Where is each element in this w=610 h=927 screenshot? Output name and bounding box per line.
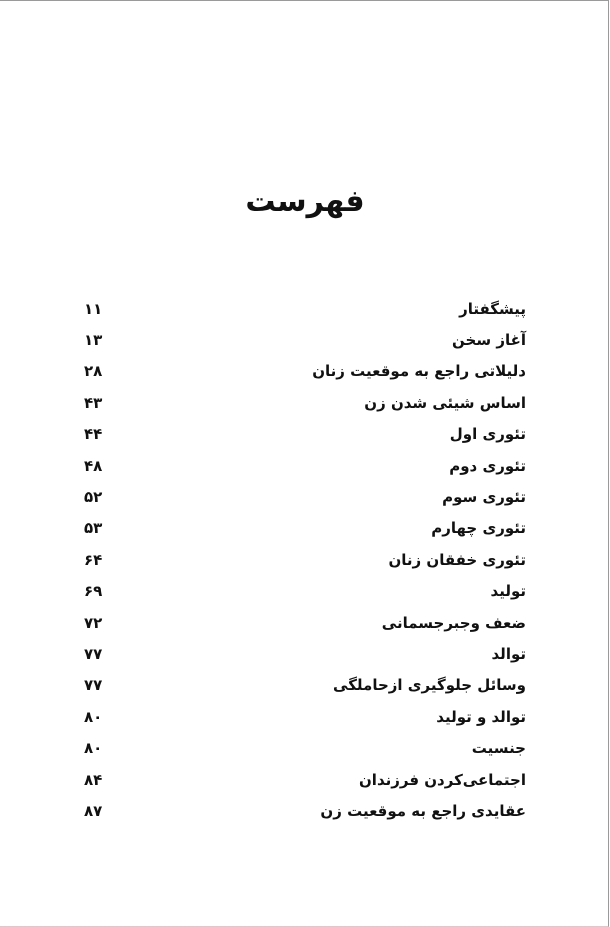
toc-entry-page: ۵۲ xyxy=(84,488,103,507)
toc-entry-page: ۲۸ xyxy=(84,362,103,381)
toc-entry xyxy=(80,450,526,481)
toc-entry-page: ۱۱ xyxy=(84,299,103,318)
toc-entry-title: تئوری دوم xyxy=(449,456,526,475)
toc-entry xyxy=(80,356,526,387)
toc-entry xyxy=(80,638,526,669)
toc-entry-title: عقایدی راجع به موقعیت زن xyxy=(320,801,526,820)
toc-entry-title: آغاز سخن xyxy=(452,331,526,350)
toc-entry-page: ۱۳ xyxy=(84,331,103,350)
toc-entry xyxy=(80,293,526,324)
toc-entry-page: ۷۷ xyxy=(84,644,103,663)
toc-entry-page: ۶۴ xyxy=(84,550,103,569)
toc-entry xyxy=(80,576,526,607)
toc-entry-title: دلیلاتی راجع به موقعیت زنان xyxy=(312,362,526,381)
toc-entry-page: ۵۳ xyxy=(84,519,103,538)
toc-entry-page: ۸۷ xyxy=(84,801,103,820)
toc-entry-title: تئوری خفقان زنان xyxy=(388,550,526,569)
toc-entry xyxy=(80,732,526,763)
toc-entry-title: تولید xyxy=(490,582,526,601)
toc-entry xyxy=(80,544,526,575)
toc-entry-page: ۷۲ xyxy=(84,613,103,632)
toc-entry xyxy=(80,607,526,638)
toc-entry xyxy=(80,419,526,450)
page-title: فهرست xyxy=(245,184,365,219)
toc-entry-title: ضعف وجبرجسمانی xyxy=(381,613,526,632)
toc-entry-title: وسائل جلوگیری ازحاملگی xyxy=(333,676,526,695)
toc-entry-title: اساس شیئی شدن زن xyxy=(364,393,526,412)
toc-entry xyxy=(80,795,526,826)
toc-entry-page: ۸۴ xyxy=(84,770,103,789)
toc-entry-page: ۴۳ xyxy=(84,393,103,412)
toc-entry xyxy=(80,764,526,795)
toc-entry-title: جنسیت xyxy=(471,739,526,758)
toc-entry-page: ۷۷ xyxy=(84,676,103,695)
toc-entry xyxy=(80,387,526,418)
toc-entry xyxy=(80,481,526,512)
toc-entry-title: تئوری سوم xyxy=(442,488,526,507)
toc-entry xyxy=(80,513,526,544)
toc-entry-page: ۴۴ xyxy=(84,425,103,444)
toc-entry xyxy=(80,670,526,701)
toc-entry-title: اجتماعی‌کردن فرزندان xyxy=(359,770,526,789)
toc-entry-title: تئوری چهارم xyxy=(431,519,526,538)
table-of-contents xyxy=(80,293,526,827)
toc-entry-page: ۸۰ xyxy=(84,707,103,726)
toc-entry-title: توالد xyxy=(491,644,526,663)
toc-entry-title: توالد و تولید xyxy=(436,707,526,726)
toc-entry-title: تئوری اول xyxy=(449,425,526,444)
toc-entry xyxy=(80,324,526,355)
toc-entry-page: ۴۸ xyxy=(84,456,103,475)
toc-entry-page: ۸۰ xyxy=(84,739,103,758)
toc-entry xyxy=(80,701,526,732)
toc-entry-page: ۶۹ xyxy=(84,582,103,601)
toc-entry-title: پیشگفتار xyxy=(459,299,526,318)
